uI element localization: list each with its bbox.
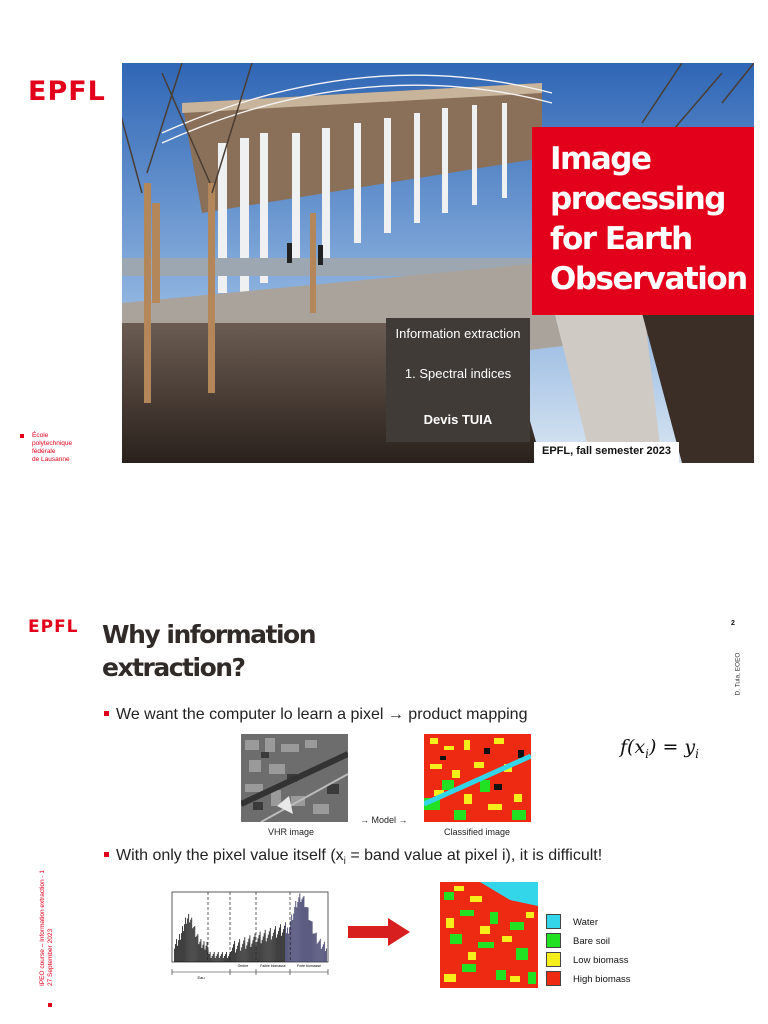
hist-group-label: Faible biomasse: [260, 964, 286, 968]
vhr-image: [241, 734, 348, 822]
histogram-bar: [260, 932, 261, 962]
histogram-bar: [244, 937, 245, 962]
histogram-bar: [184, 924, 185, 962]
bullet-square: [104, 711, 109, 716]
histogram-bar: [208, 950, 209, 962]
legend-swatch: [546, 971, 561, 986]
bullet-subscript: i: [343, 856, 346, 868]
info-topic: 1. Spectral indices: [404, 366, 512, 381]
histogram-bar: [262, 940, 263, 962]
histogram-bar: [313, 934, 314, 962]
histogram-bar: [319, 941, 320, 962]
histogram-bar: [324, 942, 325, 962]
histogram-bar: [233, 944, 234, 962]
histogram-bar: [235, 953, 236, 962]
slide-title: Why information extraction?: [102, 620, 316, 682]
histogram-bar: [209, 954, 210, 962]
classified-map: [440, 882, 538, 988]
histogram-bar: [225, 954, 226, 962]
legend-label: High biomass: [573, 974, 631, 985]
info-subtitle: Information extraction: [395, 326, 521, 341]
histogram-bar: [189, 922, 190, 962]
hist-group-label: Ombre: [237, 964, 249, 968]
histogram-bar: [267, 938, 268, 962]
histogram-bar: [279, 928, 280, 962]
histogram-bar: [236, 949, 237, 962]
histogram-bar: [218, 952, 219, 962]
histogram-bar: [259, 935, 260, 962]
formula-part: f(x: [620, 736, 646, 758]
histogram-bar: [252, 944, 253, 962]
histogram-bar: [221, 954, 222, 962]
histogram-bar: [312, 921, 313, 962]
histogram-bar: [214, 952, 215, 962]
histogram-bar: [210, 952, 211, 962]
histogram-bar: [269, 931, 270, 962]
histogram-bar: [308, 907, 309, 962]
histogram-bar: [310, 921, 311, 962]
semester-label: EPFL, fall semester 2023: [534, 442, 679, 470]
histogram-bar: [298, 897, 299, 962]
bullet-text: We want the computer lo learn a pixel → product mapping: [116, 706, 528, 723]
bullet-mapping: [104, 706, 527, 724]
histogram-bar: [326, 948, 327, 962]
histogram-bar: [318, 942, 319, 962]
histogram-bar: [278, 931, 279, 962]
histogram-bar: [234, 941, 235, 962]
slide-title: Image processing for Earth Observation: [550, 141, 747, 297]
histogram-bar: [175, 944, 176, 962]
histogram-bar: [193, 927, 194, 962]
histogram-bar: [291, 915, 292, 962]
histogram-bar: [222, 952, 223, 962]
histogram-bar: [215, 958, 216, 962]
histogram-bar: [248, 939, 249, 962]
histogram-bar: [286, 933, 287, 962]
histogram-bar: [223, 958, 224, 962]
histogram-bar: [284, 926, 285, 962]
content-slide: [0, 560, 768, 1024]
histogram-bar: [219, 958, 220, 962]
page-number: 2: [731, 620, 735, 627]
histogram-bar: [307, 907, 308, 962]
histogram-bar: [224, 956, 225, 962]
classified-image: [424, 734, 531, 822]
histogram-bar: [294, 907, 295, 962]
bullet-square: [104, 852, 109, 857]
info-box: [386, 318, 530, 442]
histogram-bar: [321, 949, 322, 962]
histogram-bar: [197, 934, 198, 962]
histogram-bar: [180, 940, 181, 962]
histogram-bar: [194, 926, 195, 962]
histogram-bar: [247, 942, 248, 962]
histogram-bar: [277, 934, 278, 962]
histogram-bar: [300, 902, 301, 962]
histogram-bar: [206, 946, 207, 962]
histogram-bar: [285, 922, 286, 962]
red-arrow-icon: [348, 918, 410, 946]
histogram-bar: [176, 939, 177, 962]
hist-group-label: Forte biomasse: [296, 964, 322, 968]
histogram-bar: [241, 947, 242, 962]
histogram-bar: [280, 924, 281, 962]
histogram-bar: [251, 947, 252, 962]
histogram-bar: [311, 921, 312, 962]
histogram-bar: [186, 924, 187, 962]
histogram-bar: [232, 948, 233, 962]
histogram-bar: [207, 942, 208, 962]
histogram-bar: [237, 946, 238, 962]
histogram-bar: [270, 928, 271, 962]
histogram-bar: [258, 938, 259, 962]
histogram-bar: [238, 942, 239, 962]
histogram-bar: [275, 926, 276, 962]
histogram-bar: [240, 951, 241, 962]
histogram-bar: [204, 941, 205, 962]
histogram-bar: [213, 954, 214, 962]
histogram-bar: [263, 937, 264, 962]
footer-course-text: IPEO course – Information extraction - 1 27 September 2023: [39, 870, 54, 986]
histogram-bar: [255, 933, 256, 962]
histogram-bar: [281, 936, 282, 962]
histogram-bar: [309, 920, 310, 962]
histogram-bar: [266, 941, 267, 962]
footer-author: [735, 636, 742, 696]
histogram-bar: [243, 941, 244, 962]
legend-label: Bare soil: [573, 936, 610, 947]
legend-swatch: [546, 914, 561, 929]
histogram-bar: [254, 937, 255, 962]
histogram-bar: [276, 938, 277, 962]
histogram-bar: [185, 918, 186, 962]
epfl-logo: EPFL: [28, 76, 106, 107]
histogram-bar: [192, 928, 193, 962]
histogram-bar: [292, 920, 293, 962]
histogram-bar: [303, 897, 304, 962]
footer-author-text: D. Tuia, EOEO: [734, 652, 742, 696]
histogram-bar: [242, 944, 243, 962]
histogram-bar: [293, 913, 294, 962]
histogram-bar: [191, 918, 192, 962]
histogram-bar: [320, 939, 321, 962]
histogram-bar: [273, 933, 274, 962]
histogram-bar: [317, 944, 318, 962]
formula-subscript: i: [695, 746, 700, 761]
histogram-bar: [196, 936, 197, 962]
formula-subscript: i: [645, 746, 650, 761]
legend-label: Low biomass: [573, 955, 629, 966]
histogram-bar: [271, 940, 272, 962]
histogram-bar: [268, 935, 269, 962]
histogram-bar: [200, 942, 201, 962]
histogram-bar: [261, 943, 262, 962]
bullet-text: With only the pixel value itself (x: [116, 847, 344, 864]
title-slide: [0, 0, 768, 500]
histogram-bar: [305, 907, 306, 962]
histogram-bar: [299, 893, 300, 962]
histogram-bar: [282, 932, 283, 962]
histogram-bar: [249, 935, 250, 962]
histogram-bar: [178, 940, 179, 962]
bullet-difficulty: [104, 847, 602, 867]
histogram-bar: [203, 945, 204, 962]
histogram-bar: [315, 933, 316, 962]
caption-vhr: VHR image: [268, 827, 315, 837]
author-name: Devis TUIA: [423, 412, 493, 427]
histogram-bar: [295, 901, 296, 962]
histogram-bar: [290, 921, 291, 962]
footer-course: [40, 864, 54, 984]
histogram-bar: [227, 958, 228, 962]
histogram-bar: [188, 914, 189, 962]
histogram-bar: [239, 939, 240, 962]
histogram-bar: [288, 934, 289, 962]
histogram-bar: [220, 956, 221, 962]
caption-classified: Classified image: [444, 827, 511, 837]
footer-square: [48, 1003, 52, 1007]
histogram-bar: [316, 933, 317, 962]
legend-swatch: [546, 952, 561, 967]
histogram-bar: [257, 942, 258, 962]
histogram-bar: [297, 902, 298, 962]
histogram-bar: [217, 954, 218, 962]
histogram-bar: [306, 907, 307, 962]
histogram-bar: [190, 920, 191, 962]
title-box: [532, 127, 754, 315]
histogram-bar: [182, 926, 183, 962]
hist-group-label: Eau: [197, 975, 205, 980]
histogram-bar: [304, 896, 305, 962]
legend-label: Water: [573, 917, 598, 928]
histogram-bar: [296, 907, 297, 962]
formula-part: ) = y: [649, 736, 696, 758]
histogram-bar: [212, 956, 213, 962]
histogram-bar: [174, 949, 175, 962]
mapping-formula: [620, 736, 699, 761]
histogram-bar: [205, 949, 206, 962]
epfl-logo: EPFL: [28, 617, 79, 637]
histogram-bar: [264, 933, 265, 962]
school-text: École polytechnique fédérale de Lausanne: [32, 432, 73, 463]
histogram-bar: [325, 951, 326, 962]
histogram-bar: [265, 930, 266, 962]
histogram-bar: [226, 952, 227, 962]
histogram-bar: [231, 951, 232, 962]
histogram-figure: [150, 884, 340, 984]
histogram-bar: [211, 958, 212, 962]
histogram-bar: [287, 928, 288, 962]
histogram-bar: [201, 939, 202, 962]
histogram-bar: [179, 934, 180, 962]
histogram-bar: [195, 937, 196, 962]
histogram-bar: [202, 948, 203, 962]
caption-model: → Model →: [360, 815, 408, 825]
histogram-bar: [177, 946, 178, 962]
histogram-bar: [283, 929, 284, 962]
histogram-bar: [322, 947, 323, 962]
histogram-bar: [274, 929, 275, 962]
legend-swatch: [546, 933, 561, 948]
bullet-square: [20, 434, 24, 438]
histogram-bar: [246, 945, 247, 962]
histogram-bar: [253, 940, 254, 962]
histogram-bar: [323, 944, 324, 962]
histogram-bar: [302, 899, 303, 962]
histogram-bar: [183, 931, 184, 962]
histogram-bar: [187, 918, 188, 962]
histogram-bar: [314, 934, 315, 962]
histogram-bar: [228, 956, 229, 962]
bullet-text: = band value at pixel i), it is difficult!: [345, 847, 603, 864]
histogram-bar: [216, 956, 217, 962]
histogram-bar: [245, 949, 246, 962]
histogram-bar: [272, 936, 273, 962]
histogram-bar: [181, 933, 182, 962]
histogram-bar: [198, 944, 199, 962]
